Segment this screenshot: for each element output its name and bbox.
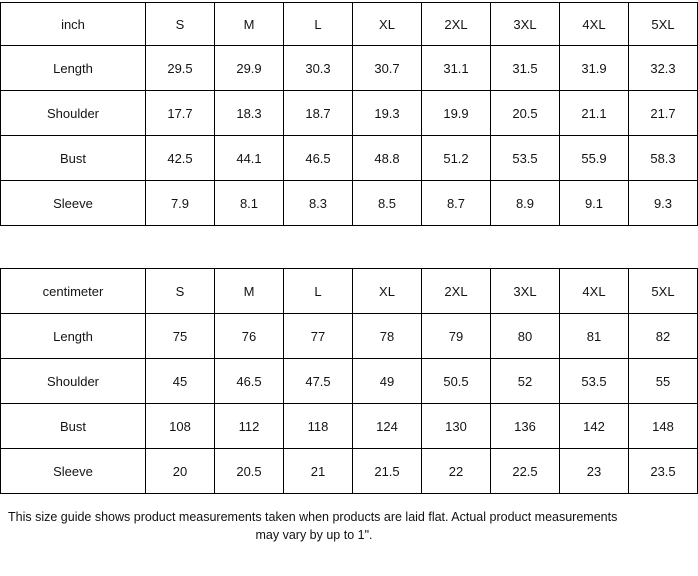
cell-shoulder-m: 18.3 (215, 91, 284, 136)
cell-sleeve-s: 20 (146, 449, 215, 494)
size-header-m: M (215, 269, 284, 314)
cell-shoulder-xl: 49 (353, 359, 422, 404)
row-label-bust: Bust (1, 136, 146, 181)
row-label-length: Length (1, 314, 146, 359)
inch-measurements-table (0, 2, 698, 226)
cell-length-2xl: 79 (422, 314, 491, 359)
cell-shoulder-4xl: 21.1 (560, 91, 629, 136)
table-row (1, 404, 698, 449)
table-row (1, 181, 698, 226)
row-label-shoulder: Shoulder (1, 91, 146, 136)
table-row (1, 91, 698, 136)
size-header-s: S (146, 269, 215, 314)
size-header-l: L (284, 269, 353, 314)
size-header-3xl: 3XL (491, 269, 560, 314)
cell-sleeve-3xl: 8.9 (491, 181, 560, 226)
size-header-3xl: 3XL (491, 3, 560, 46)
cell-length-xl: 30.7 (353, 46, 422, 91)
size-guide-footnote (0, 508, 628, 544)
table-header-row (1, 269, 698, 314)
cell-bust-4xl: 55.9 (560, 136, 629, 181)
table-separator (0, 226, 628, 268)
row-label-shoulder: Shoulder (1, 359, 146, 404)
cell-bust-4xl: 142 (560, 404, 629, 449)
cell-sleeve-2xl: 22 (422, 449, 491, 494)
cell-shoulder-s: 45 (146, 359, 215, 404)
size-header-4xl: 4XL (560, 269, 629, 314)
cell-length-l: 77 (284, 314, 353, 359)
cell-length-xl: 78 (353, 314, 422, 359)
cell-bust-3xl: 53.5 (491, 136, 560, 181)
centimeter-measurements-table (0, 268, 698, 494)
row-label-sleeve: Sleeve (1, 449, 146, 494)
cell-sleeve-5xl: 23.5 (629, 449, 698, 494)
cell-bust-2xl: 51.2 (422, 136, 491, 181)
cell-length-5xl: 32.3 (629, 46, 698, 91)
table-row (1, 314, 698, 359)
cell-length-4xl: 31.9 (560, 46, 629, 91)
cell-shoulder-m: 46.5 (215, 359, 284, 404)
cell-bust-m: 112 (215, 404, 284, 449)
cell-length-3xl: 31.5 (491, 46, 560, 91)
cell-length-4xl: 81 (560, 314, 629, 359)
size-header-5xl: 5XL (629, 3, 698, 46)
cell-sleeve-5xl: 9.3 (629, 181, 698, 226)
table-row (1, 359, 698, 404)
cell-length-m: 29.9 (215, 46, 284, 91)
row-label-length: Length (1, 46, 146, 91)
cell-bust-5xl: 58.3 (629, 136, 698, 181)
cell-sleeve-m: 8.1 (215, 181, 284, 226)
cell-shoulder-l: 18.7 (284, 91, 353, 136)
cell-sleeve-l: 21 (284, 449, 353, 494)
cell-length-l: 30.3 (284, 46, 353, 91)
cell-shoulder-2xl: 19.9 (422, 91, 491, 136)
cell-bust-5xl: 148 (629, 404, 698, 449)
cell-length-5xl: 82 (629, 314, 698, 359)
size-header-l: L (284, 3, 353, 46)
cell-sleeve-4xl: 23 (560, 449, 629, 494)
cell-sleeve-xl: 21.5 (353, 449, 422, 494)
cell-sleeve-3xl: 22.5 (491, 449, 560, 494)
table-header-row (1, 3, 698, 46)
row-label-bust: Bust (1, 404, 146, 449)
cell-bust-3xl: 136 (491, 404, 560, 449)
cell-sleeve-4xl: 9.1 (560, 181, 629, 226)
table-row (1, 46, 698, 91)
cell-bust-l: 118 (284, 404, 353, 449)
cell-length-2xl: 31.1 (422, 46, 491, 91)
cell-shoulder-5xl: 55 (629, 359, 698, 404)
cell-sleeve-2xl: 8.7 (422, 181, 491, 226)
cell-shoulder-l: 47.5 (284, 359, 353, 404)
cell-sleeve-l: 8.3 (284, 181, 353, 226)
footnote-line-1: This size guide shows product measurements taken when products are laid flat. Actual product measurements (8, 510, 618, 524)
cell-length-s: 75 (146, 314, 215, 359)
row-label-sleeve: Sleeve (1, 181, 146, 226)
cell-shoulder-2xl: 50.5 (422, 359, 491, 404)
cell-length-s: 29.5 (146, 46, 215, 91)
size-header-xl: XL (353, 269, 422, 314)
cell-shoulder-3xl: 52 (491, 359, 560, 404)
size-header-2xl: 2XL (422, 3, 491, 46)
cell-sleeve-s: 7.9 (146, 181, 215, 226)
size-header-s: S (146, 3, 215, 46)
cell-bust-s: 108 (146, 404, 215, 449)
cell-shoulder-5xl: 21.7 (629, 91, 698, 136)
size-header-2xl: 2XL (422, 269, 491, 314)
table-row (1, 449, 698, 494)
size-header-5xl: 5XL (629, 269, 698, 314)
cell-shoulder-4xl: 53.5 (560, 359, 629, 404)
size-header-m: M (215, 3, 284, 46)
cell-shoulder-s: 17.7 (146, 91, 215, 136)
cell-bust-m: 44.1 (215, 136, 284, 181)
unit-label-centimeter: centimeter (1, 269, 146, 314)
cell-shoulder-xl: 19.3 (353, 91, 422, 136)
cell-sleeve-m: 20.5 (215, 449, 284, 494)
cell-bust-l: 46.5 (284, 136, 353, 181)
cell-bust-2xl: 130 (422, 404, 491, 449)
cell-bust-xl: 124 (353, 404, 422, 449)
cell-length-3xl: 80 (491, 314, 560, 359)
cell-bust-xl: 48.8 (353, 136, 422, 181)
table-row (1, 136, 698, 181)
cell-bust-s: 42.5 (146, 136, 215, 181)
size-header-xl: XL (353, 3, 422, 46)
cell-sleeve-xl: 8.5 (353, 181, 422, 226)
footnote-line-2: may vary by up to 1". (255, 528, 373, 543)
cell-shoulder-3xl: 20.5 (491, 91, 560, 136)
size-header-4xl: 4XL (560, 3, 629, 46)
unit-label-inch: inch (1, 3, 146, 46)
cell-length-m: 76 (215, 314, 284, 359)
